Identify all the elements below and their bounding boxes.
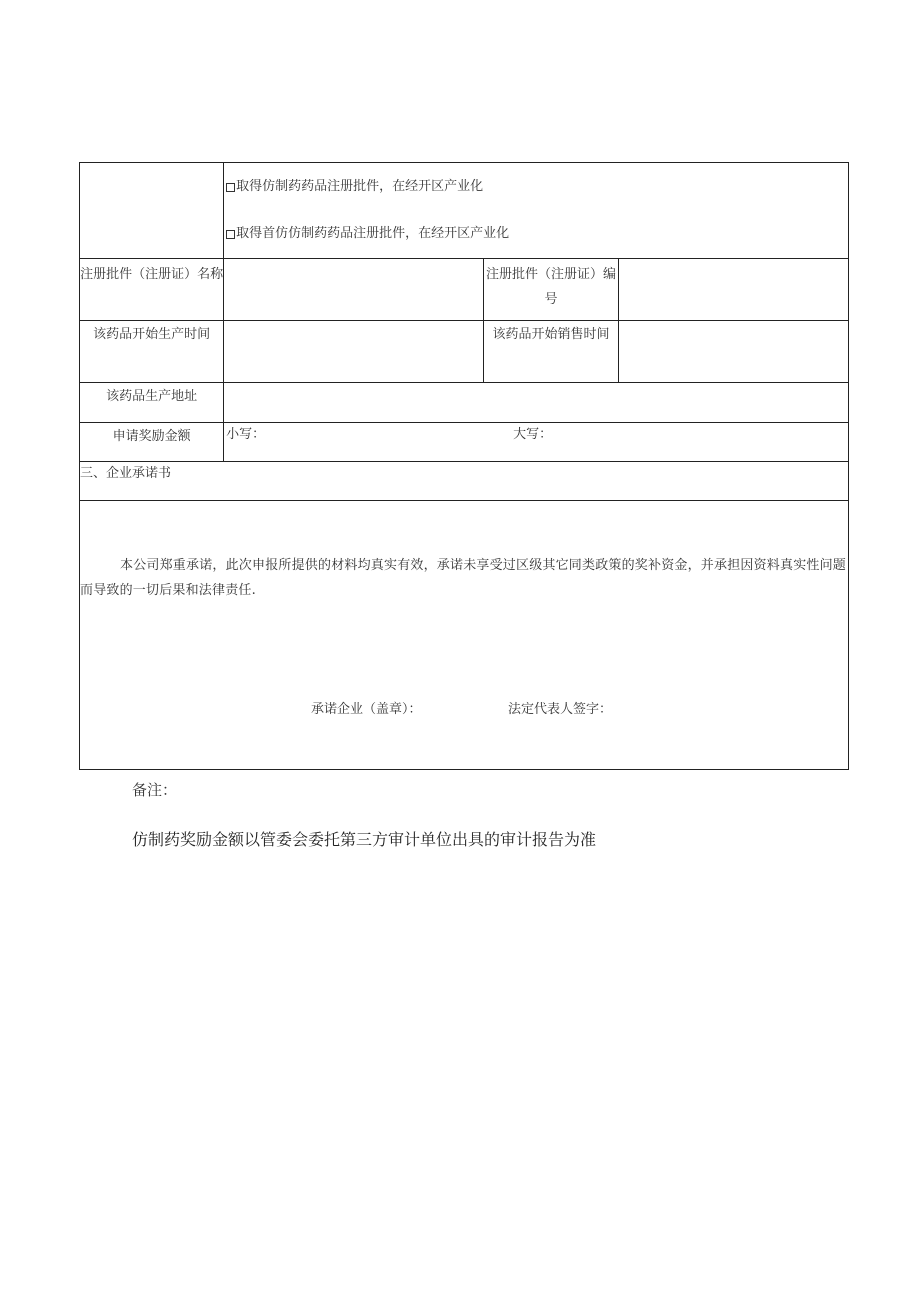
sale-start-field[interactable] [618, 321, 848, 383]
prod-start-field[interactable] [224, 321, 484, 383]
sale-start-label: 该药品开始销售时间 [484, 321, 618, 383]
sign-company-label: 承诺企业（盖章）： [311, 702, 422, 717]
promise-cell [80, 501, 849, 770]
amount-field[interactable] [224, 423, 849, 462]
amount-label: 申请奖励金额 [80, 423, 224, 462]
promise-text: 本公司郑重承诺，此次申报所提供的材料均真实有效，承诺未享受过区级其它同类政策的奖补资金，并承担因资料真实性问题而导致的一切后果和法律责任. [80, 558, 847, 598]
cert-name-label: 注册批件（注册证）名称 [80, 259, 224, 321]
checkbox-icon[interactable] [226, 183, 235, 192]
prod-address-label: 该药品生产地址 [80, 383, 224, 423]
section-title: 三、企业承诺书 [80, 462, 849, 501]
sign-legal-label: 法定代表人签字： [508, 702, 613, 717]
time-row [80, 321, 849, 383]
remark-text: 仿制药奖励金额以管委会委托第三方审计单位出具的审计报告为准 [132, 830, 597, 849]
prod-start-label: 该药品开始生产时间 [80, 321, 224, 383]
options-cell [224, 163, 849, 259]
checkbox-icon[interactable] [226, 230, 235, 239]
amount-upper-label: 大写： [513, 427, 553, 442]
option-generic-drug-label: 取得仿制药药品注册批件，在经开区产业化 [236, 179, 484, 194]
options-label-cell [80, 163, 224, 259]
options-row [80, 163, 849, 259]
section-row [80, 462, 849, 501]
cert-row [80, 259, 849, 321]
application-form-table [79, 162, 849, 770]
amount-row [80, 423, 849, 462]
option-generic-drug[interactable] [226, 177, 848, 197]
amount-lower-label: 小写： [226, 427, 266, 442]
option-first-generic-drug[interactable] [226, 224, 848, 244]
remark-title: 备注： [132, 781, 178, 799]
cert-name-field[interactable] [224, 259, 484, 321]
cert-no-label: 注册批件（注册证）编号 [484, 259, 618, 321]
address-row [80, 383, 849, 423]
cert-no-field[interactable] [618, 259, 848, 321]
option-first-generic-drug-label: 取得首仿仿制药药品注册批件，在经开区产业化 [236, 226, 510, 241]
promise-row [80, 501, 849, 770]
prod-address-field[interactable] [224, 383, 849, 423]
